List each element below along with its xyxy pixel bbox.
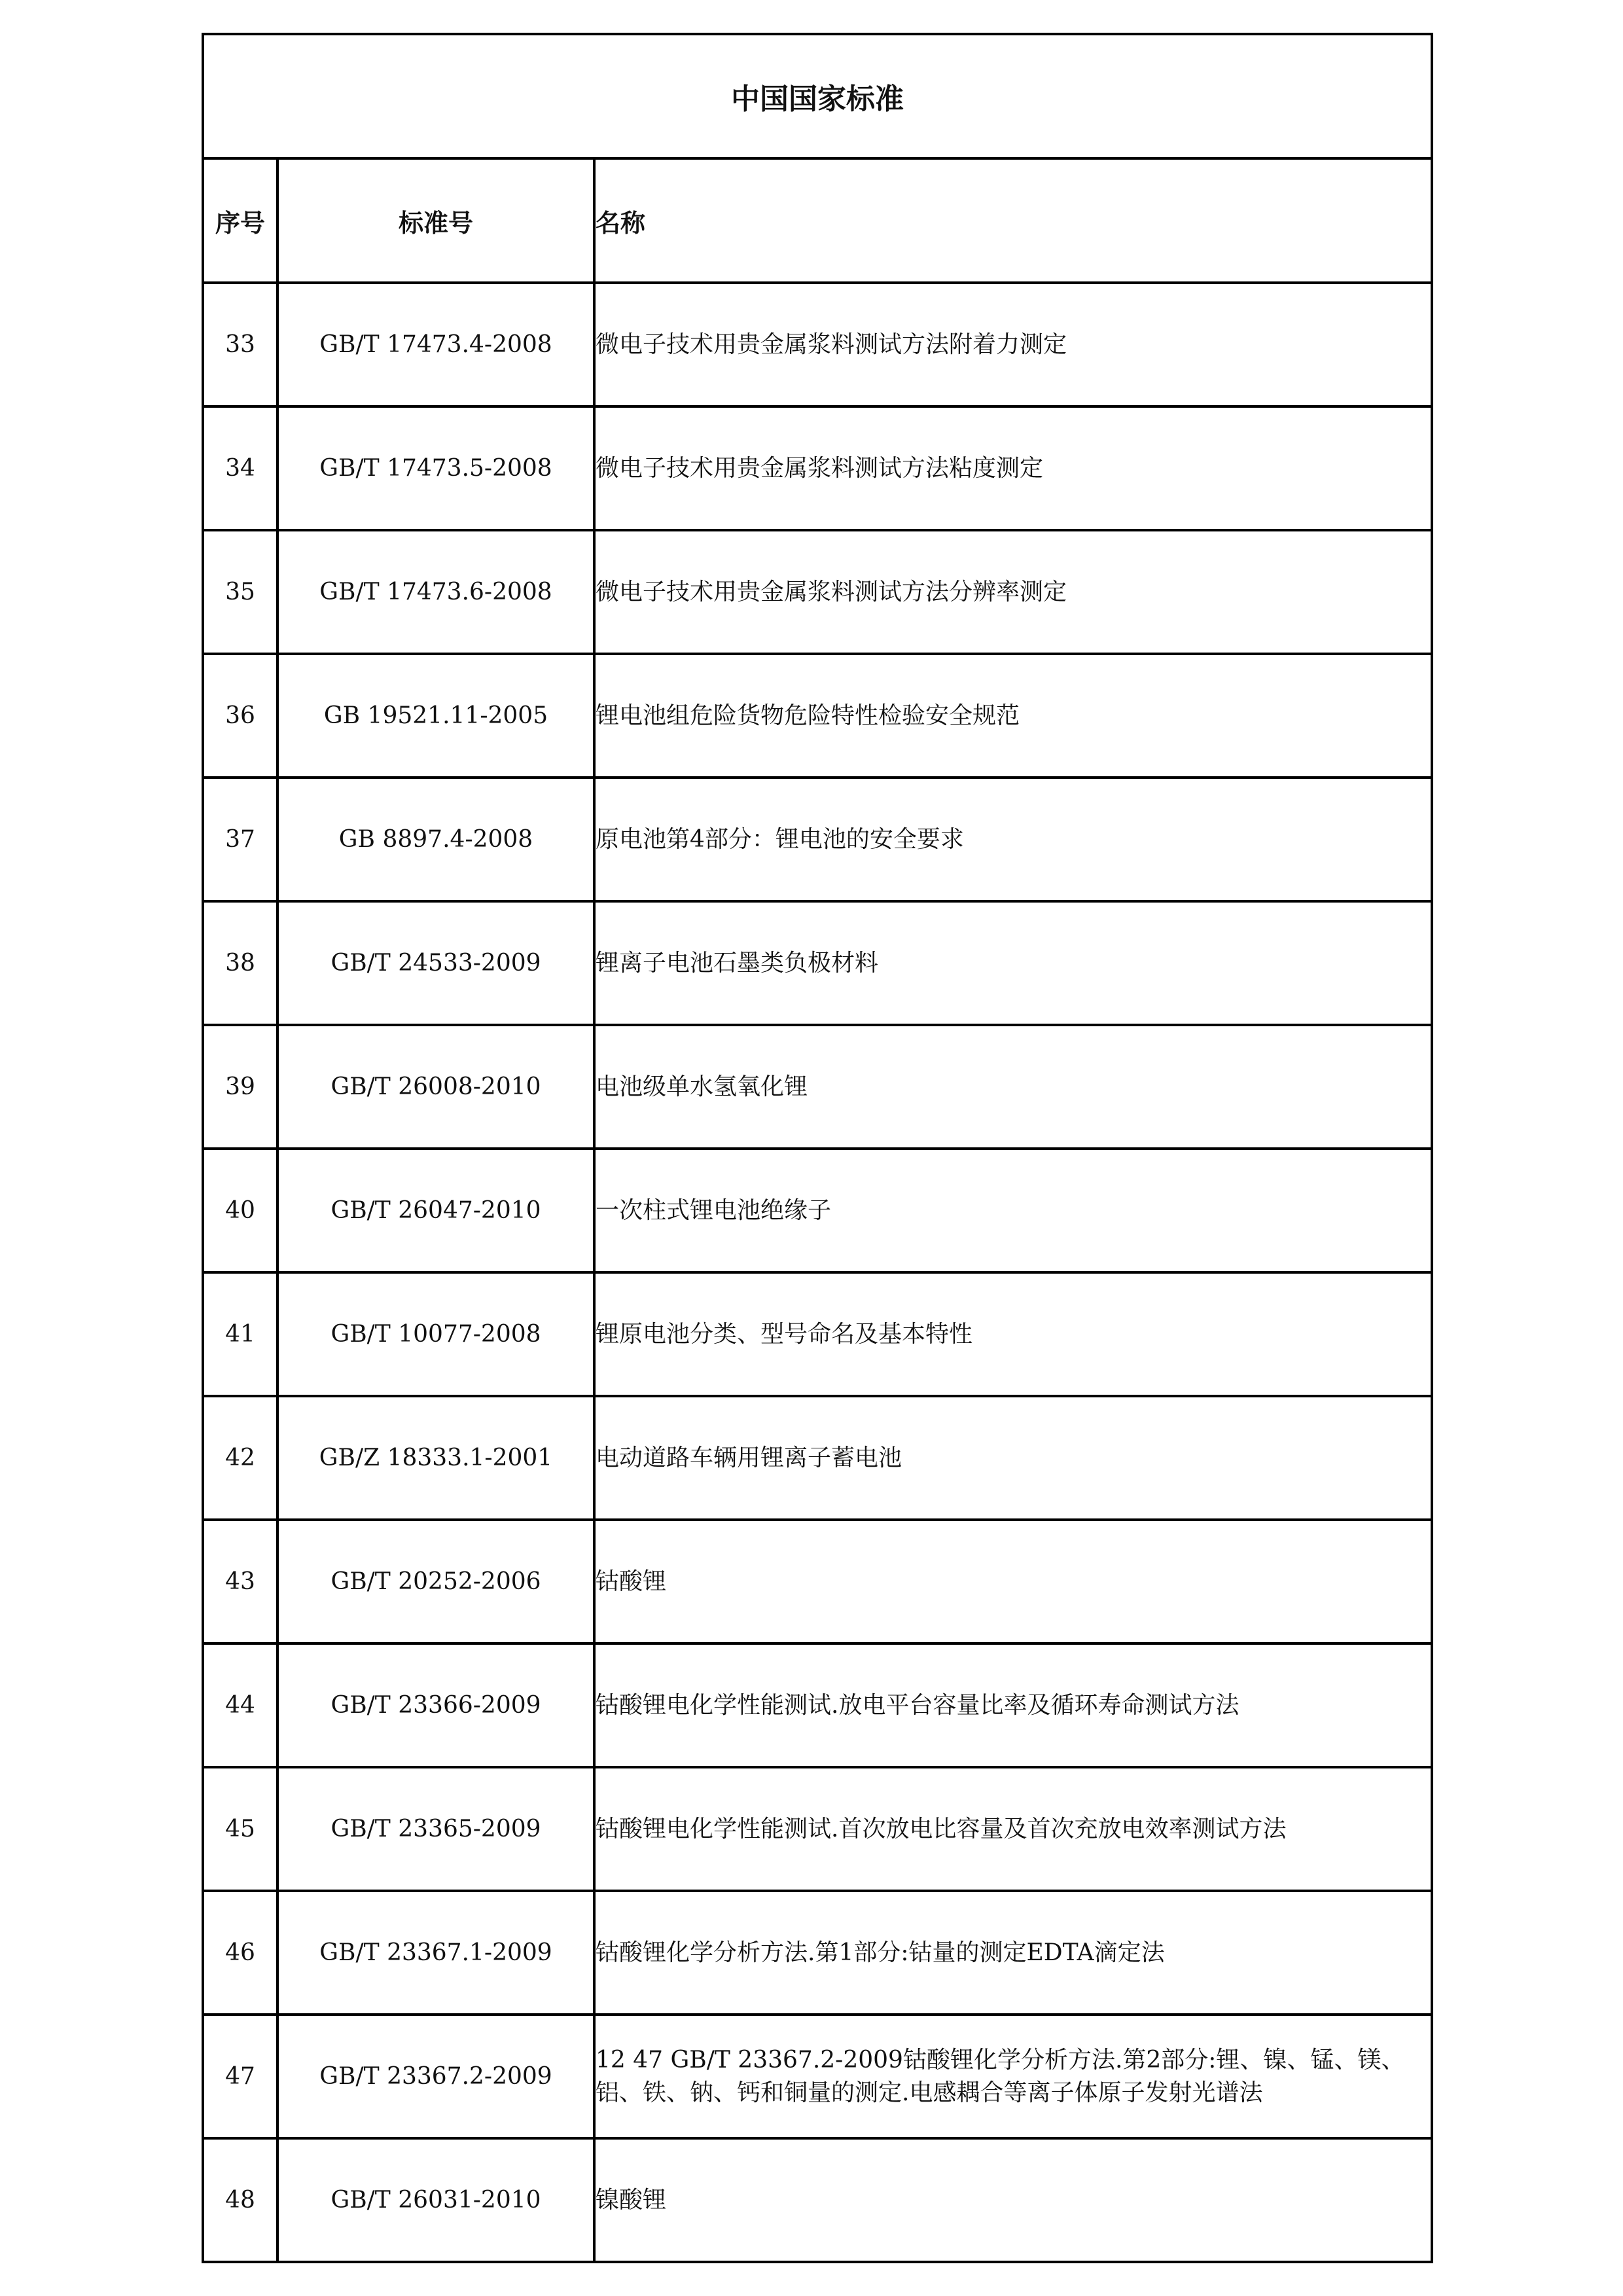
- serial-number-cell: 46: [203, 1891, 277, 2015]
- standard-name-cell: 镍酸锂: [594, 2138, 1432, 2262]
- serial-number-cell: 39: [203, 1025, 277, 1149]
- standard-code-cell: GB/T 17473.6-2008: [277, 530, 594, 654]
- standard-name-cell: 电动道路车辆用锂离子蓄电池: [594, 1396, 1432, 1520]
- standard-name-cell: 电池级单水氢氧化锂: [594, 1025, 1432, 1149]
- table-row: [203, 283, 1432, 406]
- serial-number-cell: 43: [203, 1520, 277, 1643]
- table-title: 中国国家标准: [203, 34, 1432, 158]
- standard-name-cell: 钴酸锂: [594, 1520, 1432, 1643]
- standard-code-cell: GB/T 17473.4-2008: [277, 283, 594, 406]
- serial-number-cell: 40: [203, 1149, 277, 1272]
- standard-code-cell: GB/Z 18333.1-2001: [277, 1396, 594, 1520]
- standard-name-cell: 一次柱式锂电池绝缘子: [594, 1149, 1432, 1272]
- standard-code-cell: GB/T 26031-2010: [277, 2138, 594, 2262]
- standard-code-cell: GB/T 23365-2009: [277, 1767, 594, 1891]
- standard-name-cell: 12 47 GB/T 23367.2-2009钴酸锂化学分析方法.第2部分:锂、镍、锰、镁、铝、铁、钠、钙和铜量的测定.电感耦合等离子体原子发射光谱法: [594, 2015, 1432, 2138]
- table-row: [203, 2015, 1432, 2138]
- table-row: [203, 1643, 1432, 1767]
- serial-number-cell: 38: [203, 901, 277, 1025]
- serial-number-cell: 35: [203, 530, 277, 654]
- standard-code-cell: GB/T 23366-2009: [277, 1643, 594, 1767]
- header-serial-number: 序号: [203, 158, 277, 283]
- standard-code-cell: GB 8897.4-2008: [277, 778, 594, 901]
- standard-code-cell: GB/T 17473.5-2008: [277, 406, 594, 530]
- table-row: [203, 1149, 1432, 1272]
- standard-code-cell: GB/T 23367.2-2009: [277, 2015, 594, 2138]
- standard-name-cell: 钴酸锂电化学性能测试.放电平台容量比率及循环寿命测试方法: [594, 1643, 1432, 1767]
- table-row: [203, 530, 1432, 654]
- standard-name-cell: 锂电池组危险货物危险特性检验安全规范: [594, 654, 1432, 778]
- standard-code-cell: GB 19521.11-2005: [277, 654, 594, 778]
- serial-number-cell: 47: [203, 2015, 277, 2138]
- standard-name-cell: 微电子技术用贵金属浆料测试方法分辨率测定: [594, 530, 1432, 654]
- table-row: [203, 778, 1432, 901]
- serial-number-cell: 45: [203, 1767, 277, 1891]
- standard-code-cell: GB/T 20252-2006: [277, 1520, 594, 1643]
- standard-name-cell: 原电池第4部分：锂电池的安全要求: [594, 778, 1432, 901]
- header-standard-code: 标准号: [277, 158, 594, 283]
- table-row: [203, 1025, 1432, 1149]
- table-title-row: [203, 34, 1432, 158]
- standard-code-cell: GB/T 10077-2008: [277, 1272, 594, 1396]
- table-row: [203, 1891, 1432, 2015]
- serial-number-cell: 33: [203, 283, 277, 406]
- standard-code-cell: GB/T 26047-2010: [277, 1149, 594, 1272]
- serial-number-cell: 36: [203, 654, 277, 778]
- standard-name-cell: 锂原电池分类、型号命名及基本特性: [594, 1272, 1432, 1396]
- standard-name-cell: 锂离子电池石墨类负极材料: [594, 901, 1432, 1025]
- standard-code-cell: GB/T 23367.1-2009: [277, 1891, 594, 2015]
- table-row: [203, 1767, 1432, 1891]
- serial-number-cell: 37: [203, 778, 277, 901]
- standard-code-cell: GB/T 26008-2010: [277, 1025, 594, 1149]
- serial-number-cell: 42: [203, 1396, 277, 1520]
- standard-name-cell: 微电子技术用贵金属浆料测试方法粘度测定: [594, 406, 1432, 530]
- standard-name-cell: 微电子技术用贵金属浆料测试方法附着力测定: [594, 283, 1432, 406]
- table-row: [203, 2138, 1432, 2262]
- header-row: [203, 158, 1432, 283]
- table-row: [203, 901, 1432, 1025]
- table-row: [203, 406, 1432, 530]
- table-row: [203, 1520, 1432, 1643]
- header-standard-name: 名称: [594, 158, 1432, 283]
- standard-name-cell: 钴酸锂化学分析方法.第1部分:钴量的测定EDTA滴定法: [594, 1891, 1432, 2015]
- standard-name-cell: 钴酸锂电化学性能测试.首次放电比容量及首次充放电效率测试方法: [594, 1767, 1432, 1891]
- serial-number-cell: 41: [203, 1272, 277, 1396]
- standards-table: [202, 33, 1433, 2263]
- serial-number-cell: 34: [203, 406, 277, 530]
- standard-code-cell: GB/T 24533-2009: [277, 901, 594, 1025]
- serial-number-cell: 48: [203, 2138, 277, 2262]
- table-row: [203, 1396, 1432, 1520]
- serial-number-cell: 44: [203, 1643, 277, 1767]
- table-row: [203, 1272, 1432, 1396]
- table-row: [203, 654, 1432, 778]
